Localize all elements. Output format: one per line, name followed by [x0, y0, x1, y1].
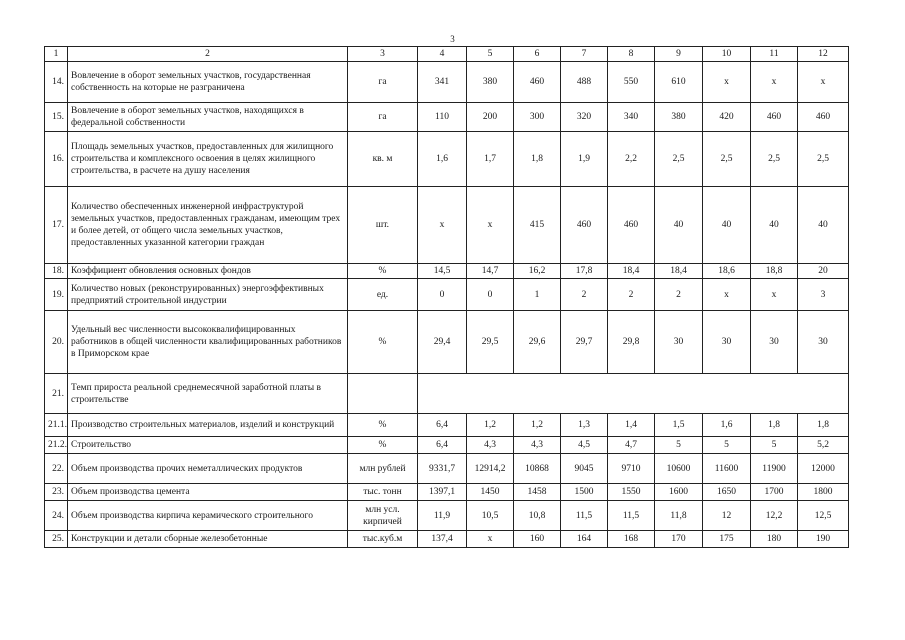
col-header: 3 [348, 47, 418, 62]
value-cell: 30 [703, 311, 751, 374]
value-cell: 29,4 [418, 311, 467, 374]
value-cell: 12,2 [751, 501, 798, 531]
value-cell: 168 [608, 531, 655, 548]
unit-cell: % [348, 264, 418, 279]
value-cell: 12000 [798, 454, 849, 484]
indicator-name: Конструкции и детали сборные железобетонные [68, 531, 348, 548]
value-cell: 3 [798, 279, 849, 311]
value-cell: 9710 [608, 454, 655, 484]
value-cell: 164 [561, 531, 608, 548]
value-cell: 30 [751, 311, 798, 374]
col-header: 5 [467, 47, 514, 62]
row-number: 19. [45, 279, 68, 311]
value-cell: 1,8 [751, 414, 798, 437]
table-row [45, 484, 849, 501]
value-cell: 14,5 [418, 264, 467, 279]
value-cell: 2 [561, 279, 608, 311]
value-cell: х [467, 531, 514, 548]
indicator-name: Коэффициент обновления основных фондов [68, 264, 348, 279]
value-cell: 1,8 [514, 132, 561, 187]
page-number: 3 [450, 34, 455, 44]
value-cell: 341 [418, 62, 467, 103]
row-number: 18. [45, 264, 68, 279]
table-row [45, 279, 849, 311]
value-cell: х [467, 187, 514, 264]
value-cell: 30 [655, 311, 703, 374]
indicator-name: Вовлечение в оборот земельных участков, находящихся в федеральной собственности [68, 103, 348, 132]
value-cell: 180 [751, 531, 798, 548]
value-cell: 380 [655, 103, 703, 132]
value-cell: х [703, 279, 751, 311]
row-number: 22. [45, 454, 68, 484]
indicator-name: Темп прироста реальной среднемесячной заработной платы в строительстве [68, 374, 348, 414]
value-cell: 6,4 [418, 414, 467, 437]
value-cell: 30 [798, 311, 849, 374]
value-cell: 200 [467, 103, 514, 132]
row-number: 21.2. [45, 437, 68, 454]
value-cell: 1800 [798, 484, 849, 501]
table-row [45, 501, 849, 531]
value-cell: 2,5 [798, 132, 849, 187]
value-cell: 18,6 [703, 264, 751, 279]
value-cell: 4,3 [514, 437, 561, 454]
value-cell: 340 [608, 103, 655, 132]
value-cell: 10,5 [467, 501, 514, 531]
value-cell: 1,4 [608, 414, 655, 437]
indicator-name: Количество новых (реконструированных) энергоэффективных предприятий строительной индустрии [68, 279, 348, 311]
value-cell: 12 [703, 501, 751, 531]
value-cell: 40 [655, 187, 703, 264]
indicator-name: Количество обеспеченных инженерной инфраструктурой земельных участков, предоставленных гражданам, имеющим трех и более детей, от общего числа земельных участков, предоставленных указанной категории граждан [68, 187, 348, 264]
indicator-name: Удельный вес численности высококвалифицированных работников в общей численности квалифицированных работников в Приморском крае [68, 311, 348, 374]
value-cell: 380 [467, 62, 514, 103]
value-cell: 9331,7 [418, 454, 467, 484]
value-cell: х [703, 62, 751, 103]
indicators-table [44, 46, 849, 548]
value-cell: 610 [655, 62, 703, 103]
row-number: 14. [45, 62, 68, 103]
value-cell: 160 [514, 531, 561, 548]
unit-cell [348, 374, 418, 414]
table-row [45, 132, 849, 187]
value-cell: 1550 [608, 484, 655, 501]
unit-cell: га [348, 103, 418, 132]
table-row [45, 531, 849, 548]
unit-cell: га [348, 62, 418, 103]
unit-cell: тыс.куб.м [348, 531, 418, 548]
col-header: 1 [45, 47, 68, 62]
row-number: 23. [45, 484, 68, 501]
indicator-name: Объем производства прочих неметаллических продуктов [68, 454, 348, 484]
table-row [45, 454, 849, 484]
value-cell: 18,4 [655, 264, 703, 279]
col-header: 10 [703, 47, 751, 62]
row-number: 20. [45, 311, 68, 374]
unit-cell: кв. м [348, 132, 418, 187]
value-cell: 29,8 [608, 311, 655, 374]
value-cell: 5 [655, 437, 703, 454]
row-number: 15. [45, 103, 68, 132]
header-row [45, 47, 849, 62]
col-header: 6 [514, 47, 561, 62]
indicator-name: Вовлечение в оборот земельных участков, государственная собственность на которые не разграничена [68, 62, 348, 103]
col-header: 9 [655, 47, 703, 62]
unit-cell: % [348, 437, 418, 454]
value-cell: 320 [561, 103, 608, 132]
value-cell: 2,5 [703, 132, 751, 187]
value-cell: 550 [608, 62, 655, 103]
unit-cell: % [348, 311, 418, 374]
value-cell: 1600 [655, 484, 703, 501]
indicator-name: Площадь земельных участков, предоставленных для жилищного строительства и комплексного освоения в целях жилищного строительства, в расчете на душу населения [68, 132, 348, 187]
value-cell: 415 [514, 187, 561, 264]
value-cell: 488 [561, 62, 608, 103]
value-cell: 29,6 [514, 311, 561, 374]
unit-cell: млн усл. кирпичей [348, 501, 418, 531]
value-cell: 11600 [703, 454, 751, 484]
value-cell: х [798, 62, 849, 103]
value-cell: 29,7 [561, 311, 608, 374]
value-cell: 10,8 [514, 501, 561, 531]
value-cell: 1,2 [514, 414, 561, 437]
unit-cell: % [348, 414, 418, 437]
table-row [45, 437, 849, 454]
value-cell: 10600 [655, 454, 703, 484]
value-cell: 137,4 [418, 531, 467, 548]
value-cell: 11,8 [655, 501, 703, 531]
value-cell: 1,9 [561, 132, 608, 187]
table-row [45, 374, 849, 414]
indicator-name: Производство строительных материалов, изделий и конструкций [68, 414, 348, 437]
value-cell: 1,2 [467, 414, 514, 437]
table-row [45, 62, 849, 103]
col-header: 2 [68, 47, 348, 62]
row-number: 21.1. [45, 414, 68, 437]
col-header: 7 [561, 47, 608, 62]
value-cell: 420 [703, 103, 751, 132]
unit-cell: тыс. тонн [348, 484, 418, 501]
value-cell: 300 [514, 103, 561, 132]
value-cell: 2 [608, 279, 655, 311]
table-row [45, 311, 849, 374]
value-cell: 170 [655, 531, 703, 548]
value-cell: 40 [703, 187, 751, 264]
row-number: 24. [45, 501, 68, 531]
table-body [45, 47, 849, 548]
col-header: 12 [798, 47, 849, 62]
unit-cell: млн рублей [348, 454, 418, 484]
value-cell: 18,4 [608, 264, 655, 279]
value-cell: 17,8 [561, 264, 608, 279]
value-cell: 40 [751, 187, 798, 264]
value-cell: 14,7 [467, 264, 514, 279]
value-cell: 460 [751, 103, 798, 132]
value-cell: 4,5 [561, 437, 608, 454]
value-cell: 12,5 [798, 501, 849, 531]
value-cell: 9045 [561, 454, 608, 484]
value-cell: 460 [561, 187, 608, 264]
value-cell: 4,7 [608, 437, 655, 454]
value-cell: 10868 [514, 454, 561, 484]
value-cell: 1458 [514, 484, 561, 501]
value-cell: 18,8 [751, 264, 798, 279]
value-cell: 1500 [561, 484, 608, 501]
value-cell: 2 [655, 279, 703, 311]
table-row [45, 187, 849, 264]
indicator-name: Объем производства цемента [68, 484, 348, 501]
value-cell: 1700 [751, 484, 798, 501]
row-number: 17. [45, 187, 68, 264]
value-cell: 110 [418, 103, 467, 132]
value-cell: 1450 [467, 484, 514, 501]
table-row [45, 264, 849, 279]
value-cell: 20 [798, 264, 849, 279]
value-cell: 175 [703, 531, 751, 548]
value-cell: 29,5 [467, 311, 514, 374]
indicator-name: Объем производства кирпича керамического строительного [68, 501, 348, 531]
value-cell: 12914,2 [467, 454, 514, 484]
value-cell: 5 [751, 437, 798, 454]
value-cell: 11,5 [608, 501, 655, 531]
value-cell: 2,5 [751, 132, 798, 187]
value-cell: х [418, 187, 467, 264]
value-cell: х [751, 279, 798, 311]
value-cell: 11900 [751, 454, 798, 484]
value-cell: 11,5 [561, 501, 608, 531]
value-cell: 4,3 [467, 437, 514, 454]
col-header: 8 [608, 47, 655, 62]
value-cell: 6,4 [418, 437, 467, 454]
value-cell: 1397,1 [418, 484, 467, 501]
value-cell: 460 [514, 62, 561, 103]
value-cell: 2,5 [655, 132, 703, 187]
value-cell: 1,3 [561, 414, 608, 437]
row-number: 25. [45, 531, 68, 548]
value-cell: 40 [798, 187, 849, 264]
row-number: 21. [45, 374, 68, 414]
value-cell: 1,6 [703, 414, 751, 437]
value-cell: 1,8 [798, 414, 849, 437]
value-cell: 190 [798, 531, 849, 548]
value-cell: 0 [467, 279, 514, 311]
value-cell: 460 [608, 187, 655, 264]
indicator-name: Строительство [68, 437, 348, 454]
empty-values-cell [418, 374, 849, 414]
row-number: 16. [45, 132, 68, 187]
unit-cell: ед. [348, 279, 418, 311]
value-cell: 5 [703, 437, 751, 454]
value-cell: 1,6 [418, 132, 467, 187]
col-header: 4 [418, 47, 467, 62]
value-cell: 0 [418, 279, 467, 311]
value-cell: 1,7 [467, 132, 514, 187]
table-row [45, 103, 849, 132]
value-cell: 1650 [703, 484, 751, 501]
value-cell: 1,5 [655, 414, 703, 437]
value-cell: 2,2 [608, 132, 655, 187]
value-cell: 5,2 [798, 437, 849, 454]
value-cell: 16,2 [514, 264, 561, 279]
col-header: 11 [751, 47, 798, 62]
value-cell: х [751, 62, 798, 103]
value-cell: 11,9 [418, 501, 467, 531]
table-row [45, 414, 849, 437]
value-cell: 460 [798, 103, 849, 132]
value-cell: 1 [514, 279, 561, 311]
unit-cell: шт. [348, 187, 418, 264]
